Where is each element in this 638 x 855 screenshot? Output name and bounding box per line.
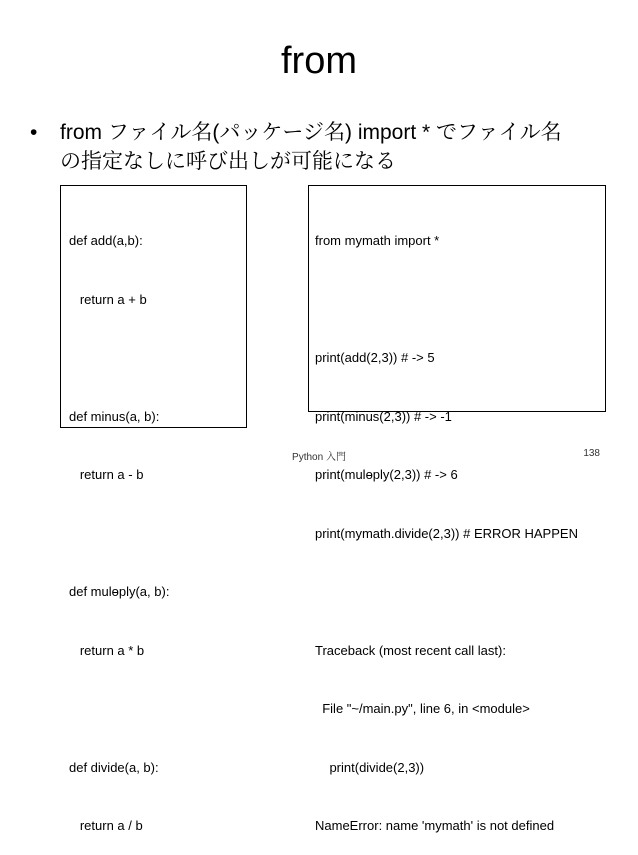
page-number: 138 (583, 448, 600, 459)
bullet-text-line-1: from ファイル名(パッケージ名) import * でファイル名 (60, 121, 562, 144)
bullet-point (30, 118, 620, 176)
code-line (69, 524, 238, 544)
code-line: def divide(a, b): (69, 759, 159, 775)
code-line (315, 582, 599, 602)
code-line: return a - b (69, 467, 144, 482)
code-line: def mulɵply(a, b): (69, 584, 170, 599)
code-line: File "~/main.py", line 6, in <module> (315, 701, 530, 716)
code-line: print(add(2,3)) # -> 5 (315, 350, 435, 365)
code-line: Traceback (most recent call last): (315, 642, 506, 658)
code-line: print(divide(2,3)) (315, 759, 425, 775)
code-line (69, 699, 238, 719)
code-line: return a + b (69, 291, 147, 307)
code-line: NameError: name 'mymath' is not defined (315, 818, 555, 833)
code-line (315, 290, 599, 310)
bullet-marker: • (30, 121, 38, 144)
code-line (69, 348, 238, 368)
code-line: def add(a,b): (69, 233, 143, 248)
code-line: return a / b (69, 818, 143, 833)
code-line: print(mulɵply(2,3)) # -> 6 (315, 467, 458, 482)
bullet-text-line-2: の指定なしに呼び出しが可能になる (60, 150, 396, 173)
code-line: return a * b (69, 642, 145, 658)
code-line: def minus(a, b): (69, 408, 160, 424)
code-line: print(mymath.divide(2,3)) # ERROR HAPPEN (315, 525, 578, 541)
footer-title: Python 入門 (292, 452, 346, 463)
code-line: from mymath import * (315, 233, 440, 248)
code-line: print(minus(2,3)) # -> -1 (315, 408, 452, 424)
mymath-module-code-box (60, 185, 247, 833)
slide-title: from (281, 40, 357, 82)
